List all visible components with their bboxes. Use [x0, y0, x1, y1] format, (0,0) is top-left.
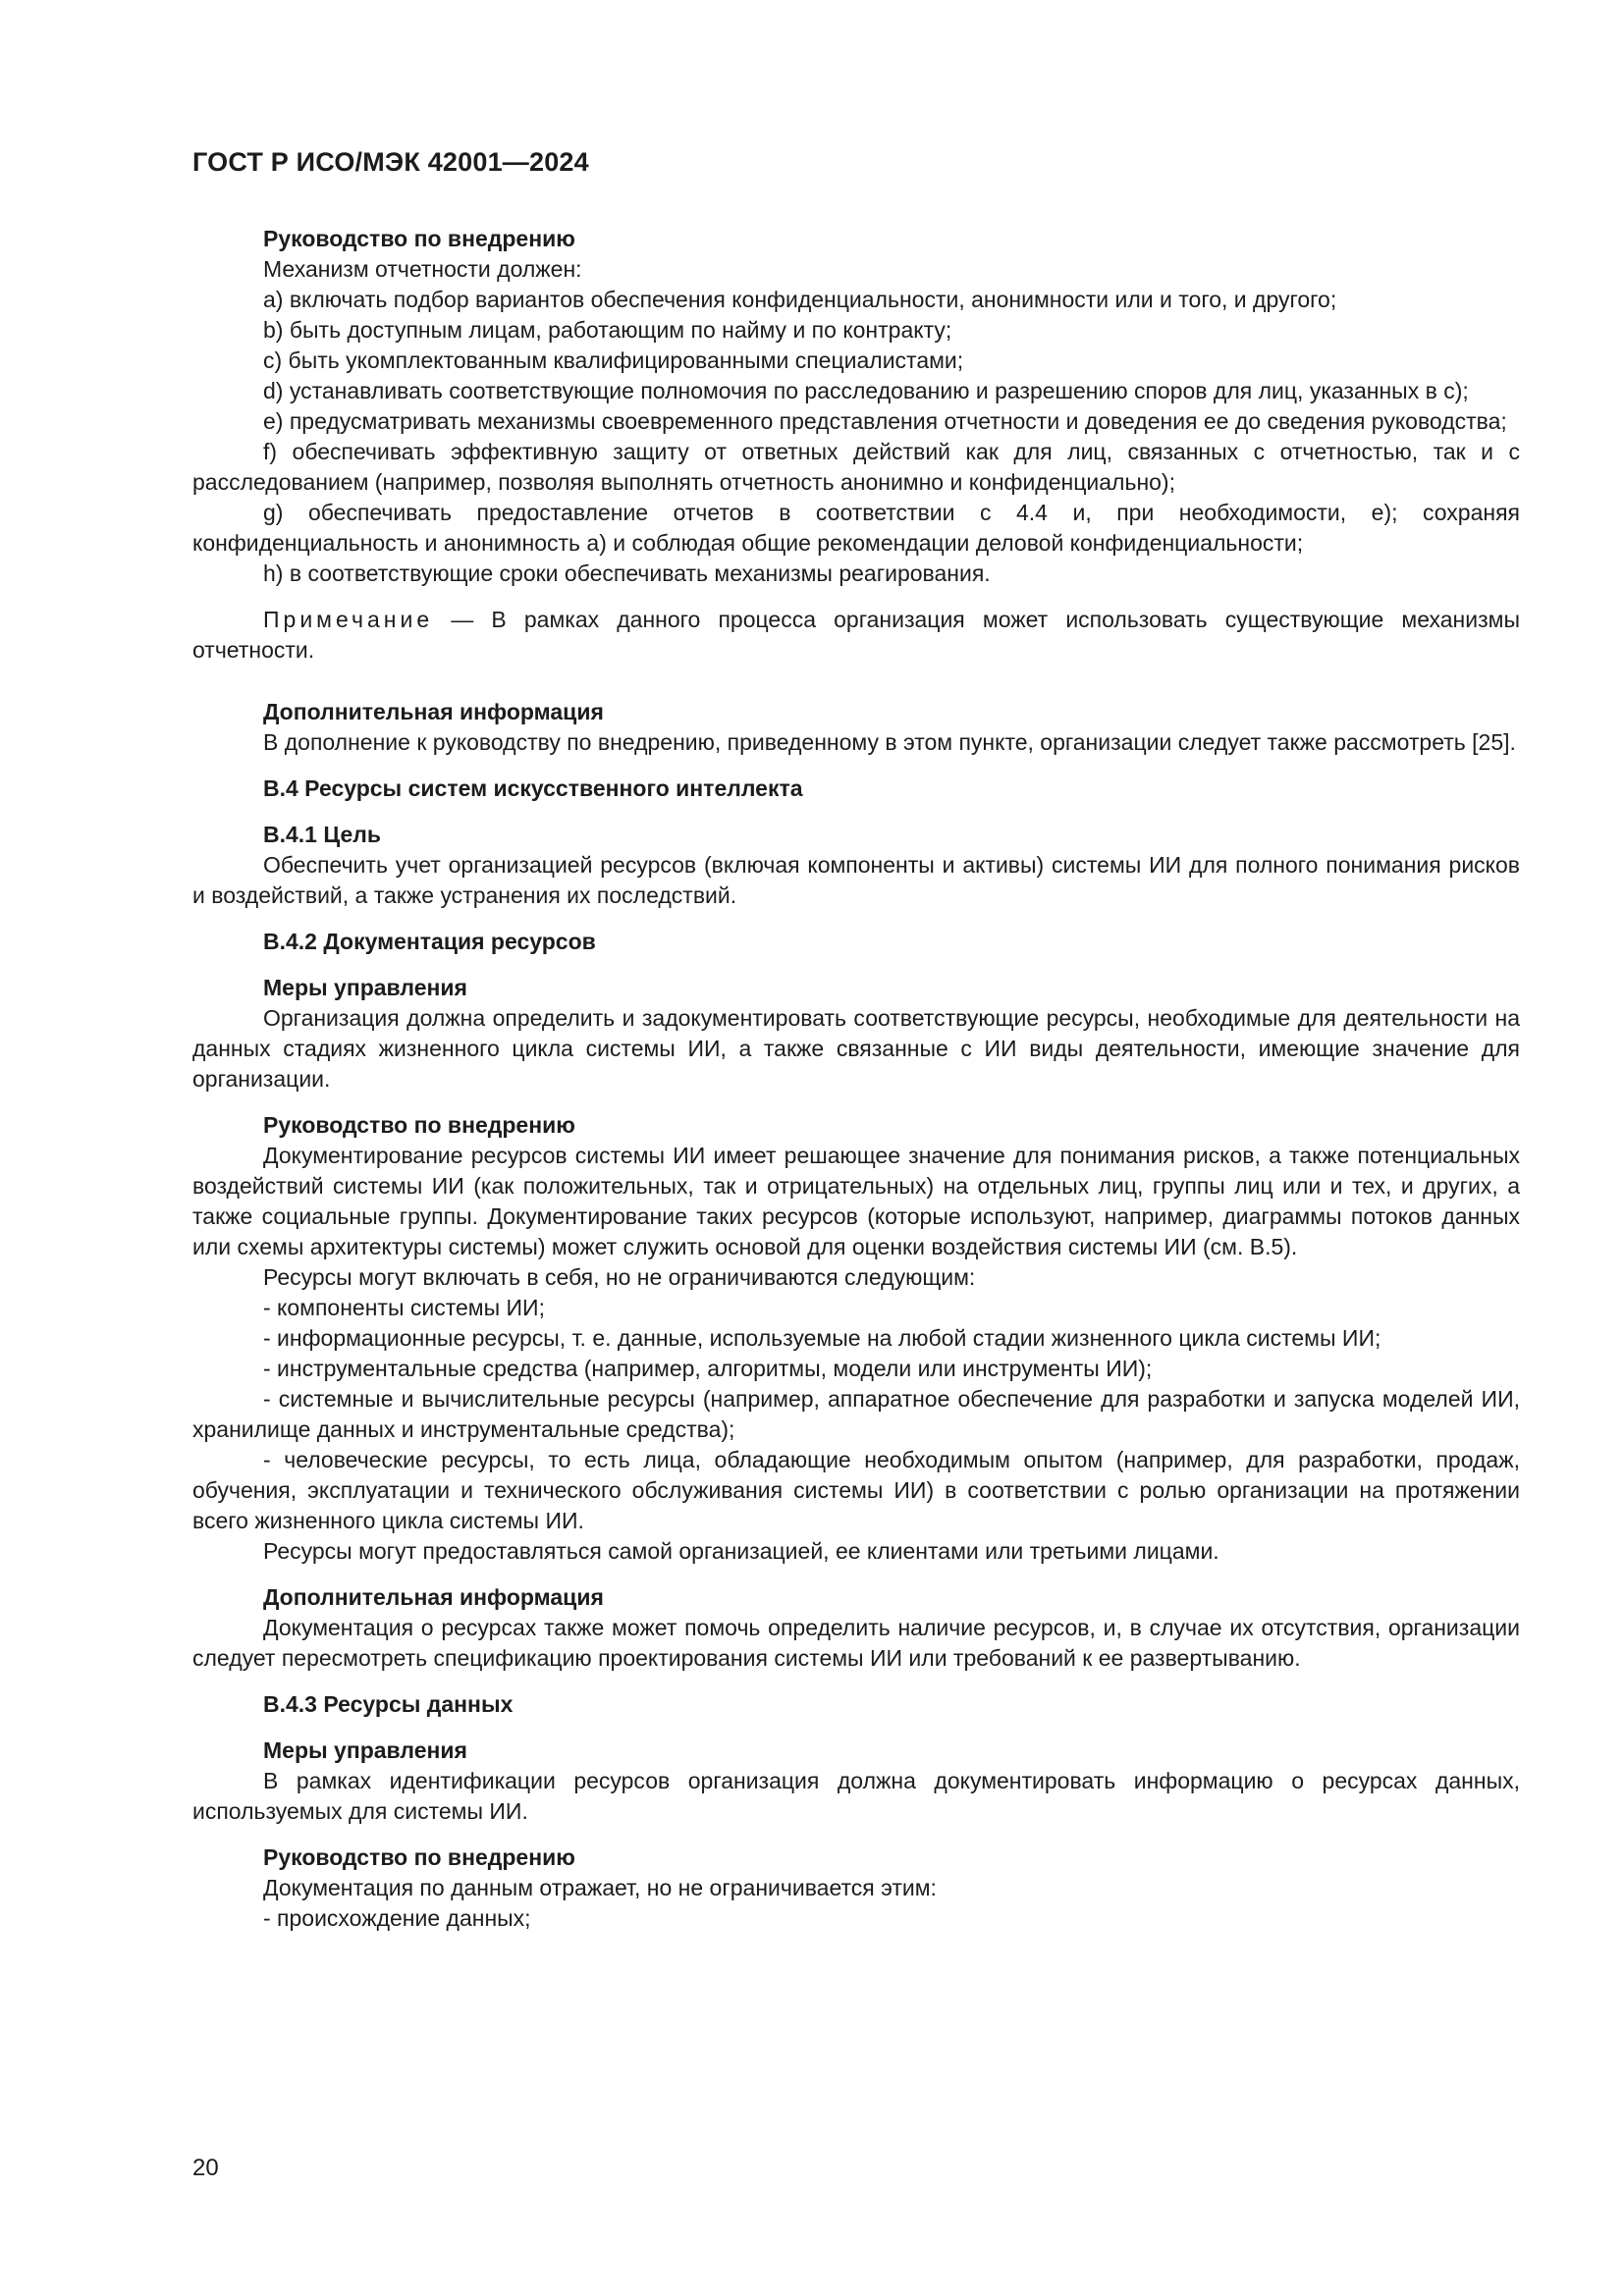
section-heading: Дополнительная информация — [263, 699, 604, 724]
note-text: — В рамках данного процесса организация может использовать существующие механизмы отчетности. — [192, 607, 1520, 663]
document-body — [192, 224, 1520, 1934]
paragraph: g) обеспечивать предоставление отчетов в соответствии с 4.4 и, при необходимости, e); сохраняя конфиденциальность и анонимность a) и соблюдая общие рекомендации деловой конфиденциальности; — [192, 500, 1520, 556]
paragraph: Организация должна определить и задокументировать соответствующие ресурсы, необходимые для деятельности на данных стадиях жизненного цикла системы ИИ, а также связанные с ИИ виды деятельности, имеющие значение для организации. — [192, 1005, 1520, 1092]
paragraph: d) устанавливать соответствующие полномочия по расследованию и разрешению споров для лиц, указанных в c); — [263, 378, 1469, 403]
section-heading: B.4.1 Цель — [263, 822, 381, 847]
section-heading: Дополнительная информация — [263, 1584, 604, 1610]
document-header: ГОСТ Р ИСО/МЭК 42001—2024 — [192, 147, 589, 177]
paragraph: - информационные ресурсы, т. е. данные, используемые на любой стадии жизненного цикла системы ИИ; — [263, 1325, 1381, 1351]
paragraph: Документация по данным отражает, но не ограничивается этим: — [263, 1875, 937, 1900]
paragraph: h) в соответствующие сроки обеспечивать механизмы реагирования. — [263, 561, 991, 586]
paragraph: Документация о ресурсах также может помочь определить наличие ресурсов, и, в случае их отсутствия, организации следует пересмотреть спецификацию проектирования системы ИИ или требований к ее развертыванию. — [192, 1615, 1520, 1671]
paragraph: Ресурсы могут включать в себя, но не ограничиваются следующим: — [263, 1264, 976, 1290]
section-heading: B.4.3 Ресурсы данных — [263, 1691, 514, 1717]
page-number: 20 — [192, 2155, 219, 2181]
section-heading: Меры управления — [263, 975, 467, 1000]
paragraph: В рамках идентификации ресурсов организация должна документировать информацию о ресурсах данных, используемых для системы ИИ. — [192, 1768, 1520, 1824]
section-heading: Меры управления — [263, 1737, 467, 1763]
paragraph: - происхождение данных; — [263, 1905, 531, 1931]
section-heading: Руководство по внедрению — [263, 226, 575, 251]
paragraph: Механизм отчетности должен: — [263, 256, 582, 282]
note-label: Примечание — [263, 607, 434, 632]
section-heading: Руководство по внедрению — [263, 1112, 575, 1138]
paragraph: - инструментальные средства (например, алгоритмы, модели или инструменты ИИ); — [263, 1356, 1153, 1381]
section-heading: B.4 Ресурсы систем искусственного интеллекта — [263, 775, 803, 801]
paragraph: e) предусматривать механизмы своевременного представления отчетности и доведения ее до сведения руководства; — [263, 408, 1507, 434]
paragraph: Ресурсы могут предоставляться самой организацией, ее клиентами или третьими лицами. — [263, 1538, 1219, 1564]
paragraph: c) быть укомплектованным квалифицированными специалистами; — [263, 347, 964, 373]
paragraph: - компоненты системы ИИ; — [263, 1295, 545, 1320]
paragraph: Обеспечить учет организацией ресурсов (включая компоненты и активы) системы ИИ для полного понимания рисков и воздействий, а также устранения их последствий. — [192, 852, 1520, 908]
paragraph: f) обеспечивать эффективную защиту от ответных действий как для лиц, связанных с отчетностью, так и с расследованием (например, позволяя выполнять отчетность анонимно и конфиденциально); — [192, 439, 1520, 495]
paragraph: Документирование ресурсов системы ИИ имеет решающее значение для понимания рисков, а также потенциальных воздействий системы ИИ (как положительных, так и отрицательных) на отдельных лиц, группы лиц или и тех, и других, а также социальные группы. Документирование таких ресурсов (которые используют, например, диаграммы потоков данных или схемы архитектуры системы) может служить основой для оценки воздействия системы ИИ (см. B.5). — [192, 1143, 1520, 1259]
paragraph: b) быть доступным лицам, работающим по найму и по контракту; — [263, 317, 952, 343]
paragraph: - системные и вычислительные ресурсы (например, аппаратное обеспечение для разработки и запуска моделей ИИ, хранилище данных и инструментальные средства); — [192, 1386, 1520, 1442]
section-heading: Руководство по внедрению — [263, 1844, 575, 1870]
section-heading: B.4.2 Документация ресурсов — [263, 929, 596, 954]
paragraph: a) включать подбор вариантов обеспечения конфиденциальности, анонимности или и того, и другого; — [263, 287, 1337, 312]
paragraph: - человеческие ресурсы, то есть лица, обладающие необходимым опытом (например, для разработки, продаж, обучения, эксплуатации и технического обслуживания системы ИИ) в соответствии с ролью организации на протяжении всего жизненного цикла системы ИИ. — [192, 1447, 1520, 1533]
paragraph: В дополнение к руководству по внедрению, приведенному в этом пункте, организации следует также рассмотреть [25]. — [263, 729, 1516, 755]
note-paragraph — [192, 605, 1520, 666]
